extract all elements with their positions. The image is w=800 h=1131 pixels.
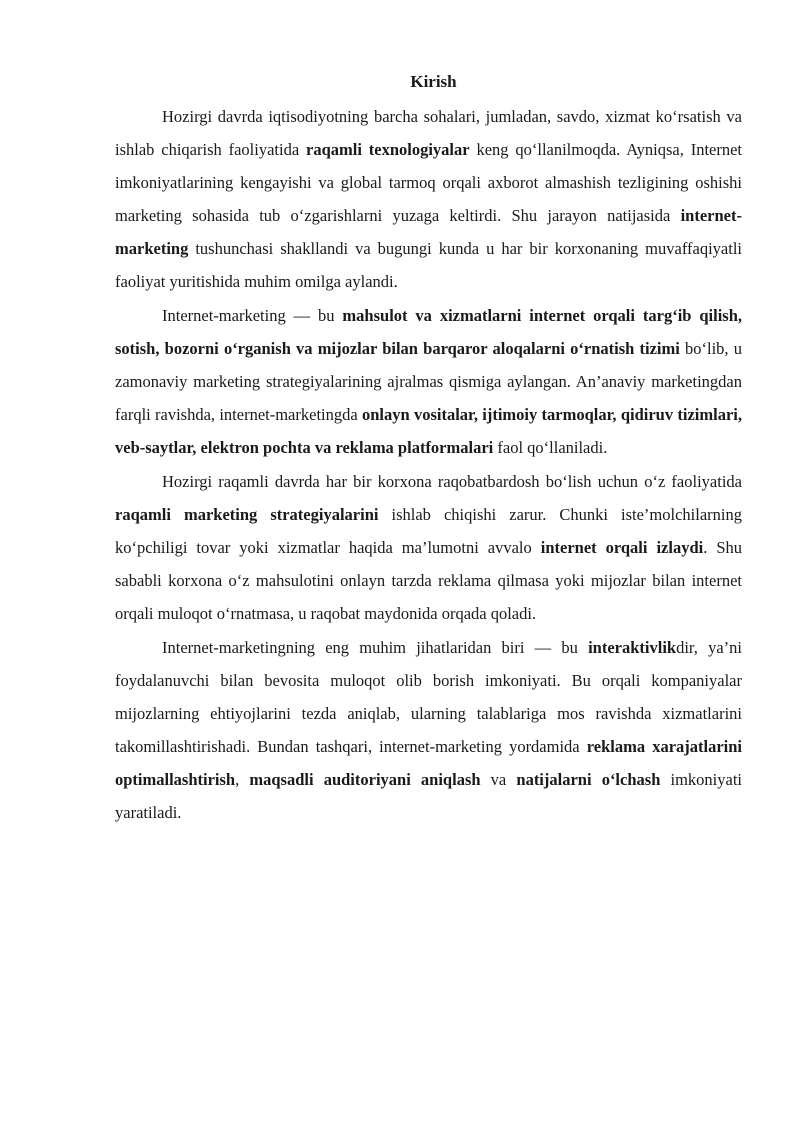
text-run: tushunchasi shakllandi va bugungi kunda u har bir korxonaning muvaffaqiyatli faoliyat yuritishida muhim omilga aylandi. (115, 239, 742, 291)
bold-text: natijalarni o‘lchash (516, 770, 661, 789)
bold-text: raqamli marketing strategiyalarini (115, 505, 379, 524)
text-run: bo‘lib, u zamonaviy marketing strategiyalarining ajralmas qismiga aylangan. An’anaviy marketingdan farqli ravishda, internet-marketingda (115, 339, 742, 424)
bold-text: internet orqali izlaydi (540, 538, 704, 557)
text-run: , (235, 770, 250, 789)
bold-text: reklama xarajatlarini optimallashtirish (115, 737, 743, 789)
bold-text: mahsulot va xizmatlarni internet orqali targ‘ib qilish, sotish, bozorni o‘rganish va mijozlar bilan barqaror aloqalarni o‘rnatish tizimi (115, 306, 743, 358)
text-run: ishlab chiqishi zarur. Chunki iste’molchilarning ko‘pchiligi tovar yoki xizmatlar haqida ma’lumotni avvalo (115, 505, 742, 557)
text-run: Hozirgi raqamli davrda har bir korxona raqobatbardosh bo‘lish uchun o‘z faoliyatida (162, 472, 742, 491)
bold-text: onlayn vositalar, ijtimoiy tarmoqlar, qidiruv tizimlari, veb-saytlar, elektron pochta va reklama platformalari (115, 405, 742, 457)
text-run: faol qo‘llaniladi. (493, 438, 608, 457)
text-run: keng qo‘llanilmoqda. Ayniqsa, Internet imkoniyatlarining kengayishi va global tarmoq orqali axborot almashish tezligining oshishi marketing sohasida tub o‘zgarishlarni yuzaga keltirdi. Shu jarayon natijasida (115, 140, 743, 225)
text-run: Internet-marketing — bu (162, 306, 343, 325)
page-title: Kirish (410, 72, 457, 91)
text-run: dir, ya’ni foydalanuvchi bilan bevosita muloqot olib borish imkoniyati. Bu orqali kompaniyalar mijozlarning ehtiyojlarini tezda aniqlab, ularning talablariga mos ravishda xizmatlarini takomillashtirishadi. Bundan tashqari, internet-marketing yordamida (115, 638, 742, 756)
paragraph (115, 465, 742, 630)
bold-text: maqsadli auditoriyani aniqlash (249, 770, 481, 789)
bold-text: internet-marketing (115, 206, 742, 258)
paragraph (115, 100, 742, 298)
body-text (115, 100, 742, 829)
text-run: Internet-marketingning eng muhim jihatlaridan biri — bu (162, 638, 589, 657)
paragraph (115, 631, 742, 829)
bold-text: interaktivlik (588, 638, 677, 657)
text-run: imkoniyati yaratiladi. (115, 770, 742, 822)
bold-text: raqamli texnologiyalar (306, 140, 470, 159)
paragraph (115, 299, 742, 464)
text-run: Hozirgi davrda iqtisodiyotning barcha sohalari, jumladan, savdo, xizmat ko‘rsatish va ishlab chiqarish faoliyatida (115, 107, 742, 159)
text-run: va (480, 770, 517, 789)
text-run: . Shu sababli korxona o‘z mahsulotini onlayn tarzda reklama qilmasa yoki mijozlar bilan internet orqali muloqot o‘rnatmasa, u raqobat maydonida orqada qoladi. (115, 538, 742, 623)
